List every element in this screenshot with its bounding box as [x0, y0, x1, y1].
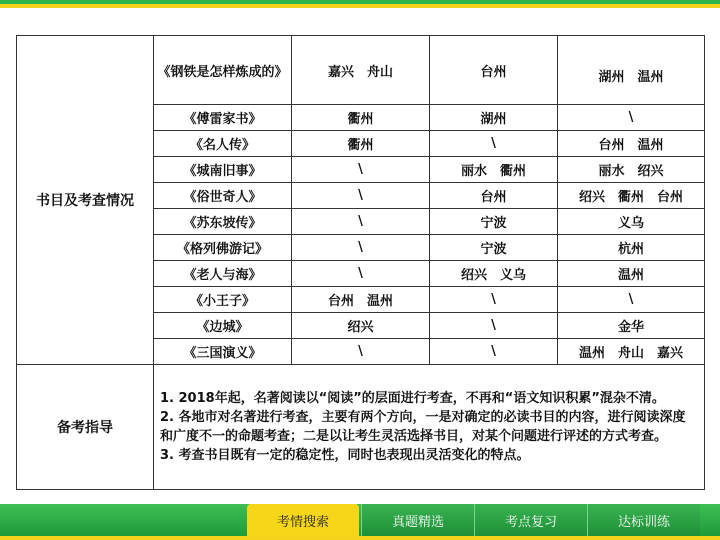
city-cell: 义乌 — [558, 209, 705, 235]
city-cell: \ — [292, 183, 430, 209]
tab-review[interactable]: 考点复习 — [474, 504, 587, 536]
city-cell: 台州 温州 — [292, 287, 430, 313]
guide-text — [154, 365, 705, 490]
city-cell: \ — [430, 339, 558, 365]
book-title: 《城南旧事》 — [154, 157, 292, 183]
city-cell: 绍兴 — [292, 313, 430, 339]
city-cell: 宁波 — [430, 235, 558, 261]
city-cell: \ — [430, 287, 558, 313]
top-accent-stripe — [0, 4, 720, 8]
book-title: 《苏东坡传》 — [154, 209, 292, 235]
book-title: 《钢铁是怎样炼成的》 — [154, 36, 292, 105]
city-cell: \ — [558, 105, 705, 131]
city-cell: 湖州 — [430, 105, 558, 131]
city-cell: \ — [292, 209, 430, 235]
bottom-accent-stripe — [0, 536, 720, 540]
city-cell: 金华 — [558, 313, 705, 339]
exam-book-table — [16, 35, 705, 490]
section-label: 书目及考查情况 — [17, 36, 154, 365]
city-cell: 衢州 — [292, 105, 430, 131]
city-cell: 绍兴 义乌 — [430, 261, 558, 287]
city-cell: 丽水 衢州 — [430, 157, 558, 183]
city-cell: 温州 — [558, 261, 705, 287]
city-cell: 温州 舟山 嘉兴 — [558, 339, 705, 365]
book-title: 《格列佛游记》 — [154, 235, 292, 261]
tab-past-papers[interactable]: 真题精选 — [361, 504, 474, 536]
city-cell: 杭州 — [558, 235, 705, 261]
book-title: 《俗世奇人》 — [154, 183, 292, 209]
city-cell: 台州 温州 — [558, 131, 705, 157]
city-cell: 台州 — [430, 36, 558, 105]
city-cell: \ — [292, 235, 430, 261]
book-title: 《三国演义》 — [154, 339, 292, 365]
guide-line: 2. 各地市对名著进行考查，主要有两个方向，一是对确定的必读书目的内容，进行阅读深度和广度不一的命题考查；二是以让考生灵活选择书目，对某个问题进行评述的方式考查。 — [160, 410, 686, 444]
guide-line: 3. 考查书目既有一定的稳定性，同时也表现出灵活变化的特点。 — [160, 448, 530, 463]
city-cell: 丽水 绍兴 — [558, 157, 705, 183]
guide-line: 1. 2018年起，名著阅读以“阅读”的层面进行考查，不再和“语文知识积累”混杂不清。 — [160, 391, 665, 406]
table-row — [17, 36, 705, 105]
book-title: 《边城》 — [154, 313, 292, 339]
city-cell: 湖州 温州 — [558, 36, 705, 105]
city-cell: \ — [558, 287, 705, 313]
city-cell: 衢州 — [292, 131, 430, 157]
tab-practice[interactable]: 达标训练 — [587, 504, 700, 536]
book-title: 《名人传》 — [154, 131, 292, 157]
table-row — [17, 365, 705, 490]
guide-label: 备考指导 — [17, 365, 154, 490]
book-title: 《小王子》 — [154, 287, 292, 313]
city-cell: \ — [430, 131, 558, 157]
tab-exam-search[interactable]: 考情搜索 — [247, 504, 359, 536]
book-title: 《傅雷家书》 — [154, 105, 292, 131]
city-cell: \ — [292, 261, 430, 287]
city-cell: \ — [430, 313, 558, 339]
city-cell: \ — [292, 339, 430, 365]
city-cell: 台州 — [430, 183, 558, 209]
book-title: 《老人与海》 — [154, 261, 292, 287]
city-cell: 宁波 — [430, 209, 558, 235]
city-cell: \ — [292, 157, 430, 183]
city-cell: 嘉兴 舟山 — [292, 36, 430, 105]
city-cell: 绍兴 衢州 台州 — [558, 183, 705, 209]
